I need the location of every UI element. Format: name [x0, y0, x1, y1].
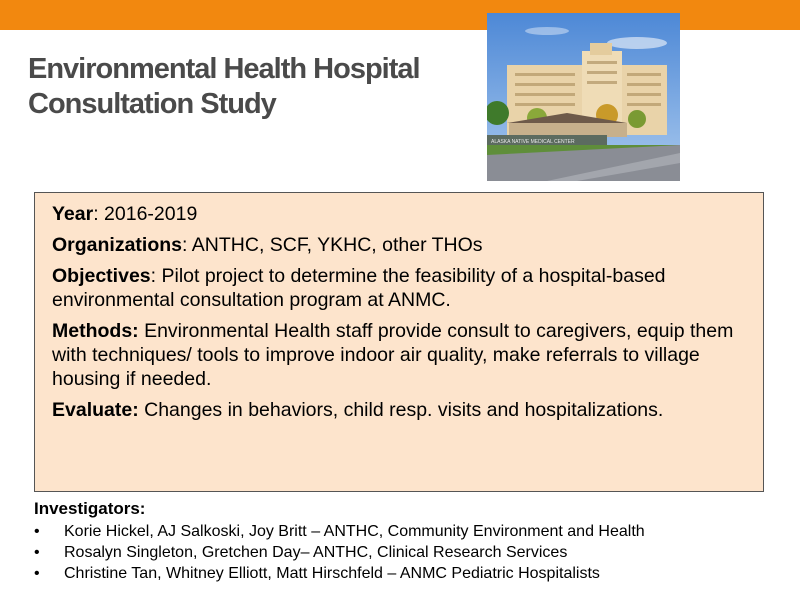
- objectives-value: : Pilot project to determine the feasibility of a hospital-based environmental consultation program at ANMC.: [52, 265, 666, 311]
- bullet-icon: •: [34, 565, 40, 582]
- top-accent-bar: [0, 0, 800, 30]
- investigators-heading: Investigators:: [34, 499, 146, 518]
- objectives-label: Objectives: [52, 265, 151, 287]
- investigators-list: [34, 521, 774, 584]
- organizations-value: : ANTHC, SCF, YKHC, other THOs: [182, 234, 483, 256]
- investigator-text: Christine Tan, Whitney Elliott, Matt Hirschfeld – ANMC Pediatric Hospitalists: [64, 565, 600, 582]
- evaluate-row: [52, 398, 755, 422]
- investigator-text: Rosalyn Singleton, Gretchen Day– ANTHC, Clinical Research Services: [64, 544, 568, 561]
- investigators-section: [34, 498, 774, 584]
- objectives-row: [52, 264, 755, 312]
- hospital-photo: [487, 13, 680, 181]
- methods-value: Environmental Health staff provide consult to caregivers, equip them with techniques/ tools to improve indoor air quality, make referrals to village housing if needed.: [52, 320, 734, 390]
- methods-label: Methods:: [52, 320, 139, 342]
- organizations-label: Organizations: [52, 234, 183, 256]
- evaluate-label: Evaluate:: [52, 399, 139, 421]
- organizations-row: [52, 233, 755, 257]
- year-row: [52, 202, 755, 226]
- title-line-2: Consultation Study: [28, 88, 276, 120]
- list-item: [34, 542, 774, 563]
- title-line-1: Environmental Health Hospital: [28, 53, 420, 85]
- study-details-box: [34, 192, 764, 492]
- list-item: [34, 521, 774, 542]
- year-value: : 2016-2019: [93, 203, 198, 225]
- page-title: [28, 52, 468, 122]
- bullet-icon: •: [34, 523, 40, 540]
- bullet-icon: •: [34, 544, 40, 561]
- evaluate-value: Changes in behaviors, child resp. visits and hospitalizations.: [138, 399, 664, 421]
- investigator-text: Korie Hickel, AJ Salkoski, Joy Britt – ANTHC, Community Environment and Health: [64, 523, 645, 540]
- methods-row: [52, 319, 755, 391]
- list-item: [34, 563, 774, 584]
- year-label: Year: [52, 203, 94, 225]
- photo-sign-text: ALASKA NATIVE MEDICAL CENTER: [491, 139, 575, 145]
